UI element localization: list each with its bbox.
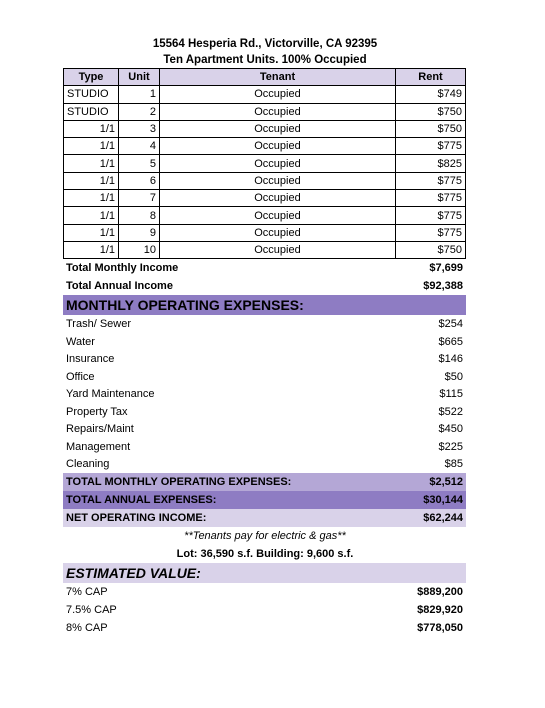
table-row (64, 190, 466, 207)
table-row (64, 207, 466, 224)
property-subtitle: Ten Apartment Units. 100% Occupied (163, 54, 367, 66)
cell-rent: $750 (396, 120, 466, 137)
expense-value: $115 (439, 388, 463, 401)
cell-type: 1/1 (64, 241, 119, 258)
cell-rent: $750 (396, 103, 466, 120)
expense-label: Yard Maintenance (66, 388, 155, 401)
estimated-value-title: ESTIMATED VALUE: (66, 564, 201, 581)
expense-value: $225 (438, 440, 463, 453)
expense-value: $522 (438, 405, 463, 418)
cell-unit: 10 (119, 241, 160, 258)
cell-tenant: Occupied (160, 172, 396, 189)
expense-label: Water (66, 335, 95, 348)
expense-value: $254 (438, 318, 463, 331)
expense-label: Office (66, 370, 95, 383)
cell-tenant: Occupied (160, 120, 396, 137)
cell-rent: $775 (396, 138, 466, 155)
cell-unit: 2 (119, 103, 160, 120)
total-monthly-expenses-value: $2,512 (429, 475, 463, 488)
expense-row (63, 315, 466, 333)
cell-type: 1/1 (64, 120, 119, 137)
cap-row (63, 619, 466, 637)
cell-tenant: Occupied (160, 155, 396, 172)
expense-row (63, 350, 466, 368)
cell-rent: $775 (396, 190, 466, 207)
col-tenant: Tenant (160, 69, 396, 86)
expense-value: $50 (444, 370, 463, 383)
cell-type: 1/1 (64, 224, 119, 241)
cell-rent: $775 (396, 207, 466, 224)
expense-row (63, 368, 466, 386)
cell-tenant: Occupied (160, 224, 396, 241)
cap-value: $889,200 (417, 585, 463, 598)
cell-type: STUDIO (64, 86, 119, 103)
cell-tenant: Occupied (160, 207, 396, 224)
units-table-header (64, 69, 466, 86)
expense-label: Insurance (66, 353, 115, 366)
cell-unit: 9 (119, 224, 160, 241)
units-table (63, 68, 466, 259)
total-annual-expenses-value: $30,144 (423, 493, 463, 506)
expense-row (63, 385, 466, 403)
net-operating-income (63, 509, 466, 527)
table-row (64, 155, 466, 172)
cell-type: 1/1 (64, 172, 119, 189)
total-monthly-expenses-label: TOTAL MONTHLY OPERATING EXPENSES: (66, 475, 292, 488)
expense-label: Property Tax (66, 405, 128, 418)
cap-row (63, 583, 466, 601)
expense-value: $450 (438, 423, 463, 436)
cell-rent: $750 (396, 241, 466, 258)
total-monthly-income-label: Total Monthly Income (66, 262, 179, 275)
total-annual-income (63, 277, 466, 295)
expense-row (63, 333, 466, 351)
cell-type: 1/1 (64, 190, 119, 207)
cap-label: 7% CAP (66, 585, 108, 598)
estimated-value-heading (63, 563, 466, 583)
cell-tenant: Occupied (160, 241, 396, 258)
noi-value: $62,244 (423, 511, 463, 524)
cell-unit: 3 (119, 120, 160, 137)
cell-rent: $775 (396, 224, 466, 241)
table-row (64, 224, 466, 241)
expense-row (63, 438, 466, 456)
cap-value: $829,920 (417, 603, 463, 616)
col-unit: Unit (119, 69, 160, 86)
property-address: 15564 Hesperia Rd., Victorville, CA 92395 (152, 38, 378, 50)
expense-label: Cleaning (66, 458, 110, 471)
cell-rent: $749 (396, 86, 466, 103)
cap-row (63, 601, 466, 619)
expense-row (63, 420, 466, 438)
table-row (64, 241, 466, 258)
cell-type: 1/1 (64, 138, 119, 155)
total-annual-expenses (63, 491, 466, 509)
cell-tenant: Occupied (160, 190, 396, 207)
cell-tenant: Occupied (160, 86, 396, 103)
expenses-heading (63, 295, 466, 315)
expense-value: $85 (444, 458, 463, 471)
cell-unit: 6 (119, 172, 160, 189)
cell-unit: 4 (119, 138, 160, 155)
total-monthly-expenses (63, 473, 466, 491)
expense-value: $146 (438, 353, 463, 366)
table-row (64, 86, 466, 103)
cell-unit: 8 (119, 207, 160, 224)
tenants-note: **Tenants pay for electric & gas** (184, 529, 346, 542)
lot-building-size: Lot: 36,590 s.f. Building: 9,600 s.f. (176, 547, 354, 560)
expense-row (63, 455, 466, 473)
cap-value: $778,050 (417, 621, 463, 634)
cell-unit: 5 (119, 155, 160, 172)
total-annual-income-label: Total Annual Income (66, 280, 173, 293)
cell-unit: 1 (119, 86, 160, 103)
total-monthly-income-value: $7,699 (429, 262, 463, 275)
cell-tenant: Occupied (160, 103, 396, 120)
table-row (64, 172, 466, 189)
col-type: Type (64, 69, 119, 86)
cap-label: 8% CAP (66, 621, 108, 634)
table-row (64, 120, 466, 137)
total-annual-income-value: $92,388 (423, 280, 463, 293)
table-row (64, 103, 466, 120)
cell-type: 1/1 (64, 207, 119, 224)
expense-row (63, 403, 466, 421)
cell-rent: $825 (396, 155, 466, 172)
expenses-title: MONTHLY OPERATING EXPENSES: (66, 297, 304, 314)
total-monthly-income (63, 259, 466, 277)
expense-label: Repairs/Maint (66, 423, 134, 436)
cell-type: STUDIO (64, 103, 119, 120)
expense-label: Management (66, 440, 131, 453)
total-annual-expenses-label: TOTAL ANNUAL EXPENSES: (66, 493, 217, 506)
cell-tenant: Occupied (160, 138, 396, 155)
cell-rent: $775 (396, 172, 466, 189)
cell-unit: 7 (119, 190, 160, 207)
expense-value: $665 (438, 335, 463, 348)
expense-label: Trash/ Sewer (66, 318, 132, 331)
cap-label: 7.5% CAP (66, 603, 117, 616)
document (63, 36, 467, 637)
table-row (64, 138, 466, 155)
noi-label: NET OPERATING INCOME: (66, 511, 207, 524)
cell-type: 1/1 (64, 155, 119, 172)
col-rent: Rent (396, 69, 466, 86)
